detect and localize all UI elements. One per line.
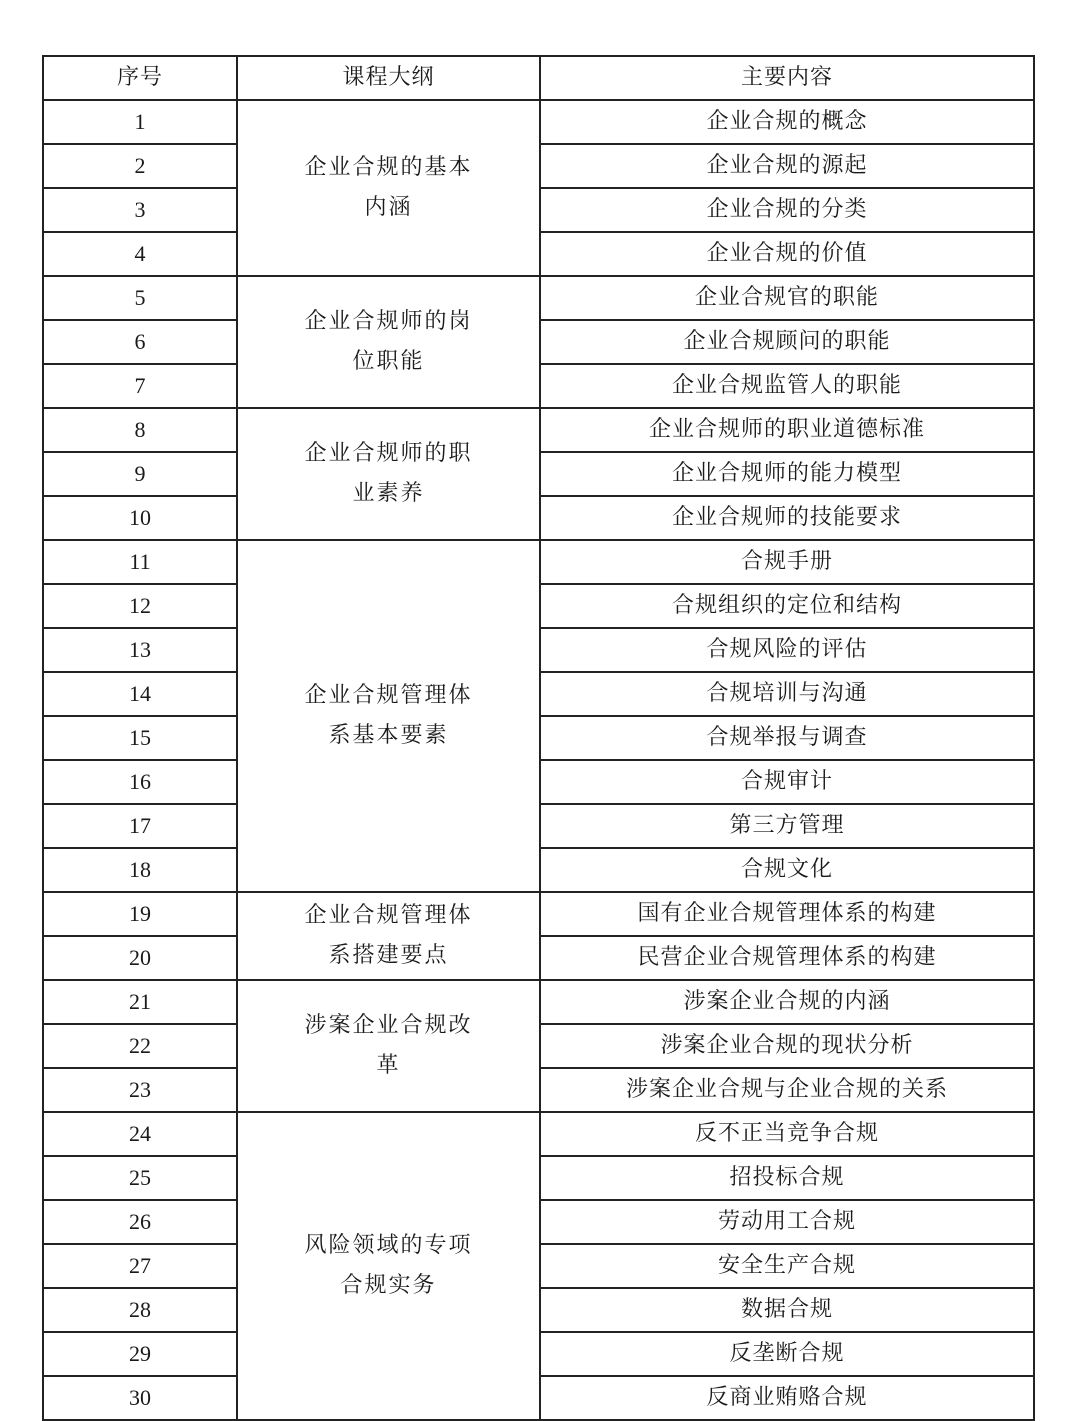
header-content: 主要内容 [540, 56, 1034, 100]
row-number: 25 [43, 1156, 237, 1200]
row-number: 17 [43, 804, 237, 848]
table-row [43, 980, 1034, 1024]
main-content-cell: 合规审计 [540, 760, 1034, 804]
row-number: 19 [43, 892, 237, 936]
course-outline-cell: 涉案企业合规改革 [237, 980, 540, 1112]
main-content-cell: 招投标合规 [540, 1156, 1034, 1200]
main-content-cell: 国有企业合规管理体系的构建 [540, 892, 1034, 936]
main-content-cell: 企业合规的源起 [540, 144, 1034, 188]
table-row [43, 276, 1034, 320]
table-header [43, 56, 1034, 100]
row-number: 4 [43, 232, 237, 276]
row-number: 20 [43, 936, 237, 980]
main-content-cell: 合规举报与调查 [540, 716, 1034, 760]
main-content-cell: 合规培训与沟通 [540, 672, 1034, 716]
main-content-cell: 反不正当竞争合规 [540, 1112, 1034, 1156]
main-content-cell: 劳动用工合规 [540, 1200, 1034, 1244]
row-number: 22 [43, 1024, 237, 1068]
main-content-cell: 合规文化 [540, 848, 1034, 892]
course-outline-cell: 风险领域的专项合规实务 [237, 1112, 540, 1420]
row-number: 18 [43, 848, 237, 892]
table-row [43, 100, 1034, 144]
row-number: 13 [43, 628, 237, 672]
row-number: 21 [43, 980, 237, 1024]
row-number: 27 [43, 1244, 237, 1288]
row-number: 10 [43, 496, 237, 540]
course-outline-cell: 企业合规师的职业素养 [237, 408, 540, 540]
row-number: 24 [43, 1112, 237, 1156]
table-row [43, 408, 1034, 452]
row-number: 2 [43, 144, 237, 188]
main-content-cell: 合规手册 [540, 540, 1034, 584]
row-number: 6 [43, 320, 237, 364]
row-number: 28 [43, 1288, 237, 1332]
table-body [43, 100, 1034, 1420]
header-outline: 课程大纲 [237, 56, 540, 100]
course-outline-cell: 企业合规管理体系搭建要点 [237, 892, 540, 980]
main-content-cell: 企业合规师的职业道德标准 [540, 408, 1034, 452]
row-number: 23 [43, 1068, 237, 1112]
header-number: 序号 [43, 56, 237, 100]
row-number: 30 [43, 1376, 237, 1420]
main-content-cell: 企业合规师的能力模型 [540, 452, 1034, 496]
main-content-cell: 反垄断合规 [540, 1332, 1034, 1376]
main-content-cell: 企业合规监管人的职能 [540, 364, 1034, 408]
main-content-cell: 涉案企业合规与企业合规的关系 [540, 1068, 1034, 1112]
row-number: 26 [43, 1200, 237, 1244]
course-outline-cell: 企业合规管理体系基本要素 [237, 540, 540, 892]
main-content-cell: 涉案企业合规的内涵 [540, 980, 1034, 1024]
table-row [43, 540, 1034, 584]
main-content-cell: 企业合规官的职能 [540, 276, 1034, 320]
main-content-cell: 企业合规的概念 [540, 100, 1034, 144]
main-content-cell: 反商业贿赂合规 [540, 1376, 1034, 1420]
main-content-cell: 合规组织的定位和结构 [540, 584, 1034, 628]
row-number: 5 [43, 276, 237, 320]
table-row [43, 1112, 1034, 1156]
main-content-cell: 企业合规顾问的职能 [540, 320, 1034, 364]
row-number: 15 [43, 716, 237, 760]
course-outline-cell: 企业合规师的岗位职能 [237, 276, 540, 408]
main-content-cell: 数据合规 [540, 1288, 1034, 1332]
row-number: 12 [43, 584, 237, 628]
main-content-cell: 合规风险的评估 [540, 628, 1034, 672]
row-number: 7 [43, 364, 237, 408]
main-content-cell: 安全生产合规 [540, 1244, 1034, 1288]
course-syllabus-table [42, 55, 1035, 1421]
main-content-cell: 涉案企业合规的现状分析 [540, 1024, 1034, 1068]
row-number: 8 [43, 408, 237, 452]
row-number: 1 [43, 100, 237, 144]
main-content-cell: 民营企业合规管理体系的构建 [540, 936, 1034, 980]
row-number: 29 [43, 1332, 237, 1376]
main-content-cell: 企业合规的价值 [540, 232, 1034, 276]
row-number: 9 [43, 452, 237, 496]
row-number: 14 [43, 672, 237, 716]
header-row [43, 56, 1034, 100]
main-content-cell: 企业合规的分类 [540, 188, 1034, 232]
table-row [43, 892, 1034, 936]
main-content-cell: 第三方管理 [540, 804, 1034, 848]
row-number: 16 [43, 760, 237, 804]
row-number: 3 [43, 188, 237, 232]
main-content-cell: 企业合规师的技能要求 [540, 496, 1034, 540]
row-number: 11 [43, 540, 237, 584]
course-outline-cell: 企业合规的基本内涵 [237, 100, 540, 276]
